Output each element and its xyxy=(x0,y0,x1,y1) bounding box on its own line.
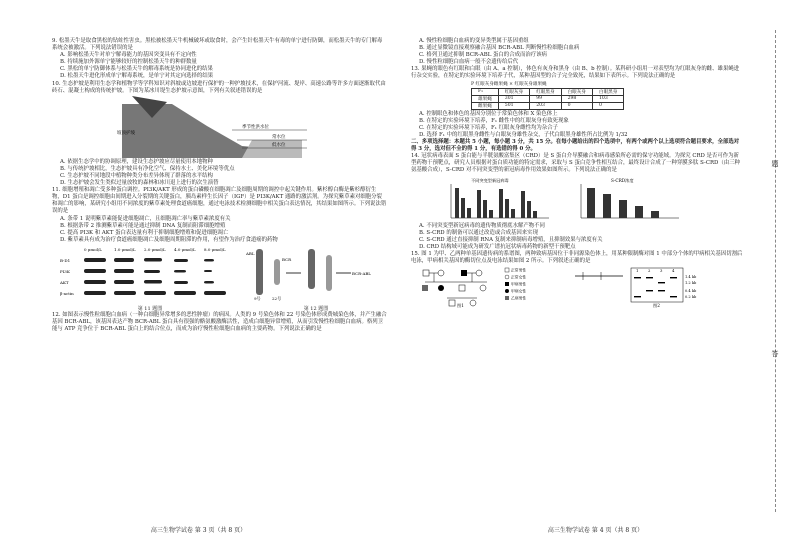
q9-option-a: A. 影响松墨天牛对单宁解毒能力的基因突变具有不定向性 xyxy=(60,52,197,59)
label-abl: ABL xyxy=(246,250,255,256)
q14-option-a: A. 不同突变型新冠病毒的遗传物质彻底水解产物不同 xyxy=(419,222,545,229)
lane-1: 1 xyxy=(636,268,639,274)
q9-option-c: C. 黑松的单宁防御体系与松墨天牛的解毒系统是协同进化的结果 xyxy=(60,66,213,73)
label-normal: 常水位 xyxy=(272,134,286,140)
label-flood: 季节性洪水位 xyxy=(242,124,269,130)
fig11-caption: 第 11 题图 xyxy=(137,305,163,312)
binding-dashed-line xyxy=(775,30,776,512)
lane-4: 4 xyxy=(672,268,675,274)
q15-figures xyxy=(417,266,744,308)
label-bcr-abl: BCR-ABL xyxy=(352,270,371,276)
col-label: 2.0 μmol/L xyxy=(144,246,166,252)
legend-yi-male: 乙病男性 xyxy=(511,295,527,301)
row-label: AKT xyxy=(60,279,69,285)
table-cell: 99 xyxy=(530,95,561,102)
table-cell: 501 xyxy=(498,102,529,109)
table-cell: 0 xyxy=(592,102,623,109)
q14-option-d: D. CRD 结构域可能成为研发广谱抗冠状病毒药物的新型干预靶点 xyxy=(419,243,576,250)
q9-stem: 9. 松墨天牛是取食黑松的钻蛀性害虫。黑松被松墨天牛机械破坏或取食时，会产生针松墨天牛有毒的单宁进行防御，而松墨天牛的专门解毒系统会被激活。下列说法错误的是 xyxy=(52,38,383,52)
label-low: 低水位 xyxy=(272,142,286,148)
table-header: 红眼黑身 xyxy=(530,88,561,95)
q10-option-a: A. 依据生态学中的协调原理，建设生态护坡应尽量使用本地物种 xyxy=(60,158,213,165)
q12-option-c: C. 格列卫通过抑制 BCR-ABL 蛋白的合成而治疗该病 xyxy=(419,52,547,59)
label-chr9: 9号 xyxy=(254,295,261,301)
figure-row xyxy=(60,245,387,312)
q15-stem: 15. 图 1 为甲、乙两种单基因遗传病的系谱图，两种致病基因位于非同源染色体上，用某种限制酶对图 1 中部分个体的甲病相关基因切割后电泳，甲病相关基因的酶切位点及电泳结果如图 2 所示。下列叙述正确的是 xyxy=(411,250,743,264)
chart1-title: 不同突变型新冠病毒 xyxy=(471,177,509,183)
q14-chart-concentration xyxy=(571,176,681,222)
row-label: B-D1 xyxy=(60,257,71,263)
q12-stem: 12. 如图表示慢性粒细胞白血病（一种白细胞异常增多的恶性肿瘤）的病因。人类的 9 号染色体和 22 号染色体形成费城染色体，并产生融合基因 BCR-ABL，该基因表达产物 BCR-ABL 蛋白具有很强的酪氨酸激酶活性，造成白细胞异常增殖，从而引发慢性粒细胞白血病。格列卫能与 ATP 竞争位于 BCR-ABL 蛋白上的结合位点，而成为治疗慢性粒细胞白血病的主要药物。下列说法正确的是 xyxy=(52,311,387,333)
q13-stem: 13. 果蝇的眼色有红眼和白眼（由 A、a 控制），体色有灰身和黑身（由 B、b 控制）。某科研小组用一对表型均为红眼灰身的雌、雄果蝇进行杂交实验，在特定的实验环境下培养子代，某种基因型的合子完全致死，结果如下表所示。下列说法正确的是 xyxy=(411,66,740,80)
fig12-chromosome-diagram xyxy=(246,245,386,301)
q11-stem: 11. 细胞增殖和凋亡受多种蛋白调控。PI3K/AKT 形成的蛋白磷酸在细胞凋亡及细胞周期的调控中起关键作用。紫杉醇白酶是紫杉醇衍生物，D1 蛋白是调控细胞由间期进入分裂期的关键蛋白，胰岛素样生长因子（IGF）是 PI3K/AKT 通路的激活剂。为探究紫草素对细胞分裂和凋亡的影响，某研究小组用不同浓度的紫草素处理食道癌细胞，通过电泳技术检测细胞中相关蛋白表达情况，其结果如图所示。下列说法错误的是 xyxy=(52,187,387,215)
lane-3: 3 xyxy=(660,268,663,274)
table-cell: 103 xyxy=(592,95,623,102)
q13-option-b: B. 在特定的实验环境下培养，F₁ 雌性中的红眼灰身有致死现象 xyxy=(419,117,569,124)
q11-option-a: A. 条带 1 说明紫草素能促进细胞凋亡，且细胞凋亡率与紫草素浓度有关 xyxy=(60,215,231,222)
fig11-western-blot xyxy=(60,245,240,301)
q9-option-d: D. 松墨天牛进化形成单宁解毒系统，是单宁对其定向选择的结果 xyxy=(60,73,214,80)
fig1-caption: 图1 xyxy=(457,303,464,309)
right-footer: 高三生物学试卷 第 4 页（共 8 页） xyxy=(547,527,644,534)
q12-option-a: A. 慢性粒细胞白血病的变异类型属于基因重组 xyxy=(419,38,529,44)
fig12 xyxy=(246,245,386,312)
col-label: 4.0 μmol/L xyxy=(174,246,196,252)
q10-option-d: D. 生态护坡会发生类似过量放牧的森林和冰川退上进行的次生演替 xyxy=(60,180,219,187)
q10-slope-figure xyxy=(112,96,312,158)
q13-option-c: C. 在特定的实验环境下培养，F₁ 红眼灰身雌性均为杂合子 xyxy=(419,124,558,131)
q10-stem: 10. 生态护坡是利用生态学和植物学等学科知识对斜坡或边坡进行保护的一种护坡技术，在保护河流、堤岸、高速公路等许多方面逐渐取代由砖石、混凝土构成的传统护坡。下图为某冰川堤生态护坡示意图，下列有关叙述错误的是 xyxy=(52,80,386,94)
col-label: 0 μmol/L xyxy=(84,246,102,252)
label-bcr: BCR xyxy=(282,256,292,262)
label-chr22: 22号 xyxy=(272,295,282,301)
q13-table xyxy=(471,88,624,110)
q12-option-b: B. 通过显微镜直接观察融合基因 BCR-ABL 判断慢性粒细胞白血病 xyxy=(419,45,580,52)
table-header: 红眼灰身 xyxy=(498,88,529,95)
row-label: PI3K xyxy=(60,268,70,274)
fig12-caption: 第 12 题图 xyxy=(303,305,329,312)
table-header: 白眼灰身 xyxy=(561,88,592,95)
table-header: F₁ xyxy=(472,88,499,95)
q14-option-b: B. S-CRD 的制备可以通过改造或合成基因来实现 xyxy=(419,229,538,236)
fig2-caption: 图2 xyxy=(653,303,660,309)
lane-2: 2 xyxy=(648,268,651,274)
legend-normal-female: 正常女性 xyxy=(511,274,527,280)
legend-jia-male: 甲病男性 xyxy=(511,281,527,287)
table-cell: 301 xyxy=(498,95,529,102)
right-page xyxy=(397,0,794,542)
q12-option-d: D. 慢性粒细胞白血病一般不会遗传给后代 xyxy=(419,59,519,66)
fig11 xyxy=(60,245,240,312)
q11-option-c: C. 提高 PI3K 和 AKT 蛋白表达量有利于抑制细胞增殖和促进细胞凋亡 xyxy=(60,229,229,236)
q14-charts xyxy=(441,176,744,222)
q10-option-b: B. 与传统护坡相比，生态护坡具有净化空气、保持水土、美化环境等优点 xyxy=(60,165,235,172)
q10-option-c: C. 生态护坡不同地段中植物种类分布差异体现了群落的水平结构 xyxy=(60,172,213,179)
col-label: 1.0 μmol/L xyxy=(114,246,136,252)
row-label: β-actin xyxy=(60,290,74,296)
table-cell: 298 xyxy=(561,95,592,102)
label-top: 坡顶护坡 xyxy=(117,130,135,136)
q11-option-d: D. 紫草素具有成为治疗食道癌细胞凋亡及细胞周期阻滞的作用，有望作为治疗食道癌的药物 xyxy=(60,236,278,243)
table-cell: 203 xyxy=(530,102,561,109)
table-cell: 雄果蝇 xyxy=(472,95,499,102)
q15-pedigree xyxy=(417,266,567,308)
table-header: 白眼黑身 xyxy=(592,88,623,95)
table-cell: 雌果蝇 xyxy=(472,102,499,109)
band-1-4kb: 1.4 kb xyxy=(685,275,697,280)
chart2-title: S-CRD浓度 xyxy=(611,177,634,183)
legend-jia-female: 甲病女性 xyxy=(511,288,527,294)
table-cell: 0 xyxy=(561,102,592,109)
band-0-2kb: 0.2 kb xyxy=(685,295,697,300)
q15-gel xyxy=(573,266,703,308)
side-label: 答 xyxy=(771,350,779,357)
side-label: 题 xyxy=(771,160,779,167)
legend-normal-male: 正常男性 xyxy=(511,267,527,273)
q13-option-d: D. 选择 F₁ 中的红眼黑身雌性与白眼灰身雄性杂交，子代白眼黑身雄性所占比例为 1/32 xyxy=(419,131,628,138)
left-footer: 高三生物学试卷 第 3 页（共 8 页） xyxy=(150,527,247,534)
q13-cross: P 红眼灰身雌果蝇 × 红眼灰身雄果蝇 xyxy=(471,81,547,87)
q9-option-b: B. 持续施加外源单宁能够较好的控制松墨天牛的种群数量 xyxy=(60,59,197,66)
q14-option-c: C. S-CRD 通过直接抑制 RNA 复制来抑制病毒增殖，且抑制效果与浓度有关 xyxy=(419,236,603,243)
q11-option-b: B. 根据条带 2 推测紫草素可能是通过抑制 DNA 复制而阻滞细胞增殖 xyxy=(60,222,226,229)
band-1-2kb: 1.2 kb xyxy=(685,281,697,286)
q14-stem: 14. 冠状病毒表面 S 蛋白能与半胱氨酸富集区（CRD）是 S 蛋白介导膜融合和病毒感染所必需的保守功能域。为探究 CRD 是否可作为新型药物干预靶点，研究人员根据对蛋白质功能的特定需求，采取与 S 蛋白竞争性相互结合，最终设计合成了一种穿膜多肽 S-CRD（由三种氨基酸合成），S-CRD 对不同突变型的新冠病毒作用效果如图所示。下列说法正确的是 xyxy=(411,153,740,174)
col-label: 8.0 μmol/L xyxy=(204,246,226,252)
q13-option-a: A. 控制眼色和体色的基因分别位于常染色体和 X 染色体上 xyxy=(419,110,558,117)
q14-chart-variants xyxy=(441,176,551,222)
band-0-4kb: 0.4 kb xyxy=(685,289,697,294)
section-2-heading: 二、多项选择题：本题共 5 小题，每小题 3 分，共 15 分。在每小题给出的四个选项中，有两个或两个以上选项符合题目要求，全部选对得 3 分，选对但不全的得 1 分，有选错的得 0 分。 xyxy=(411,139,740,153)
